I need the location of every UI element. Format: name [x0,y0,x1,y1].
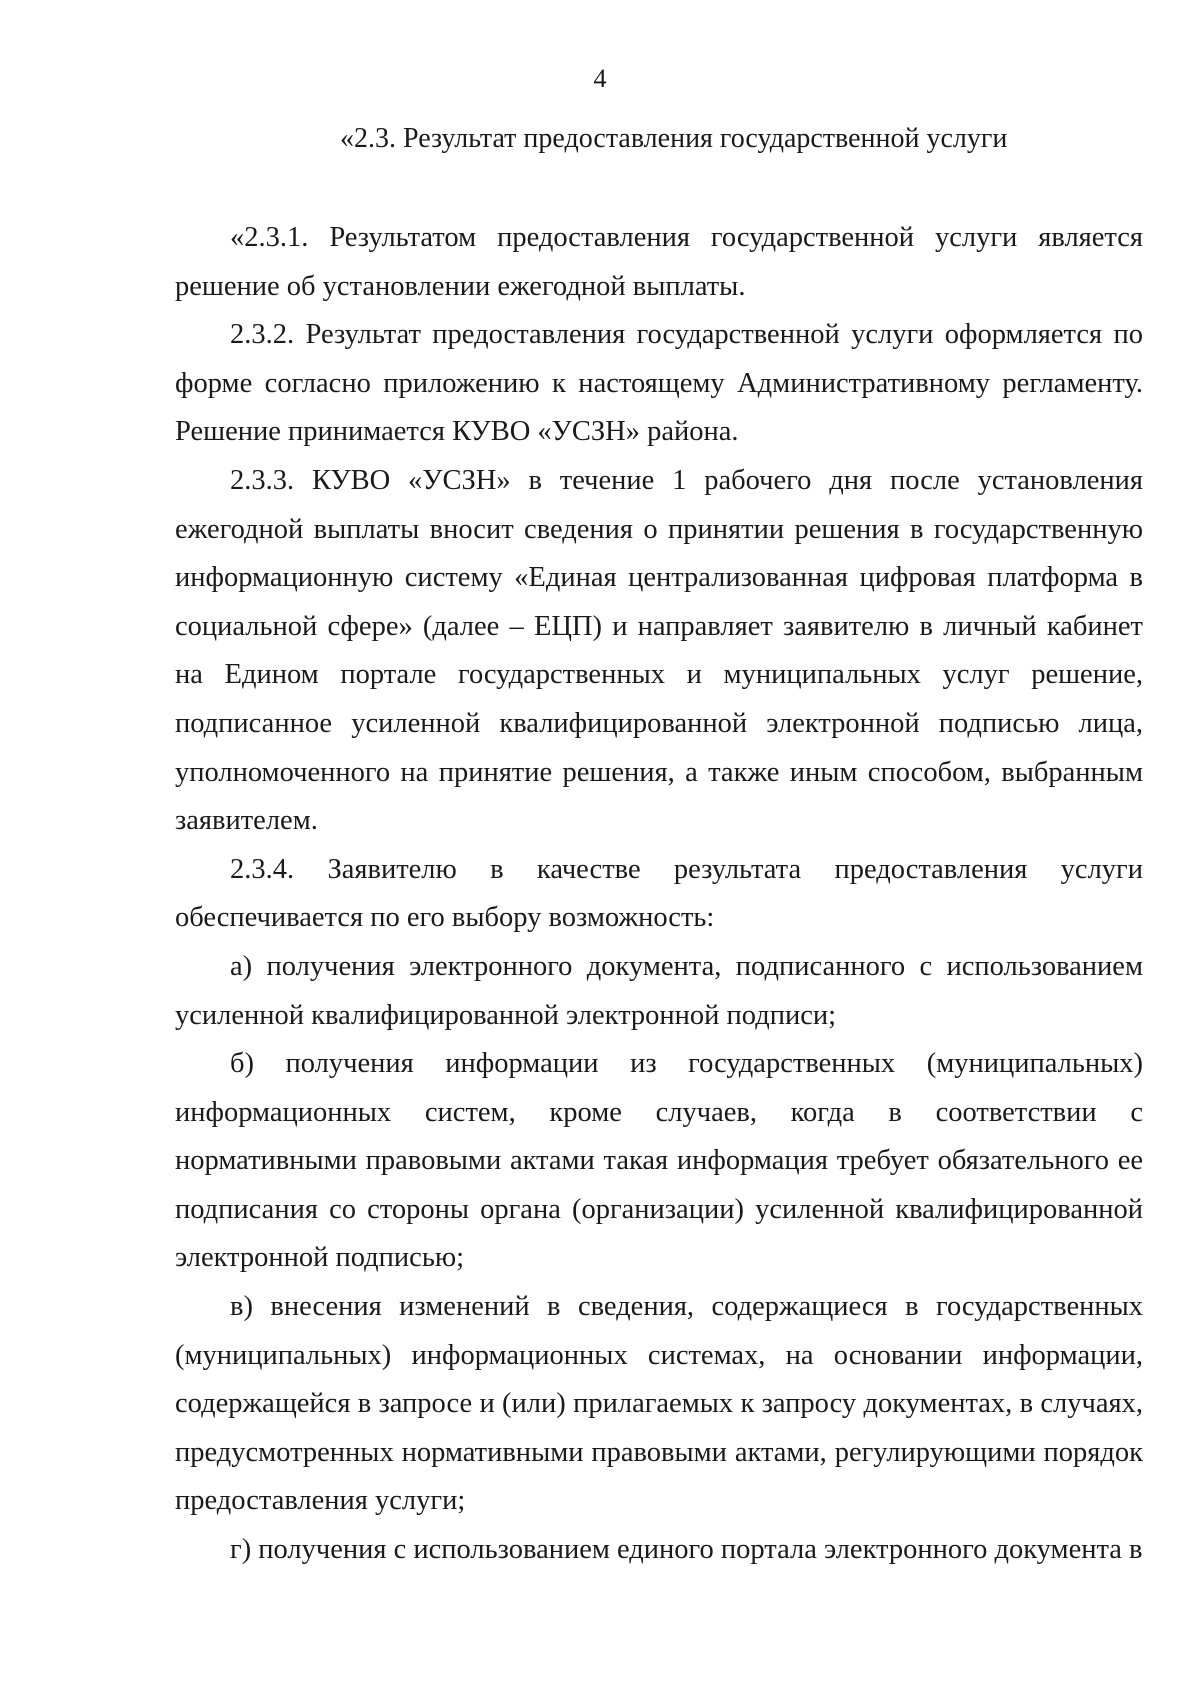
list-item-b: б) получения информации из государственных (муниципальных) информационных систем, кроме случаев, когда в соответствии с нормативными правовыми актами такая информация требует обязательного ее подписания со стороны органа (организации) усиленной квалифицированной электронной подписью; [175,1048,1143,1274]
paragraph-2-3-3: 2.3.3. КУВО «УСЗН» в течение 1 рабочего дня после установления ежегодной выплаты вносит сведения о принятии решения в государственную информационную систему «Единая централизованная цифровая платформа в социальной сфере» (далее – ЕЦП) и направляет заявителю в личный кабинет на Едином портале государственных и муниципальных услуг решение, подписанное усиленной квалифицированной электронной подписью лица, уполномоченного на принятие решения, а также иным способом, выбранным заявителем. [175,464,1143,837]
section-heading: «2.3. Результат предоставления государственной услуги [340,123,1008,154]
list-item-v: в) внесения изменений в сведения, содержащиеся в государственных (муниципальных) информационных системах, на основании информации, содержащейся в запросе и (или) прилагаемых к запросу документах, в случаях, предусмотренных нормативными правовыми актами, регулирующими порядок предоставления услуги; [175,1291,1143,1517]
list-item-a: а) получения электронного документа, подписанного с использованием усиленной квалифицированной электронной подписи; [175,950,1143,1031]
page-number: 4 [593,64,607,93]
document-body [175,214,1143,1575]
paragraph-2-3-1: «2.3.1. Результатом предоставления государственной услуги является решение об установлении ежегодной выплаты. [175,222,1143,302]
list-item-g: г) получения с использованием единого портала электронного документа в [230,1534,1143,1566]
paragraph-2-3-4: 2.3.4. Заявителю в качестве результата предоставления услуги обеспечивается по его выбору возможность: [175,853,1143,934]
paragraph-2-3-2: 2.3.2. Результат предоставления государственной услуги оформляется по форме согласно приложению к настоящему Административному регламенту. Решение принимается КУВО «УСЗН» района. [175,319,1143,448]
